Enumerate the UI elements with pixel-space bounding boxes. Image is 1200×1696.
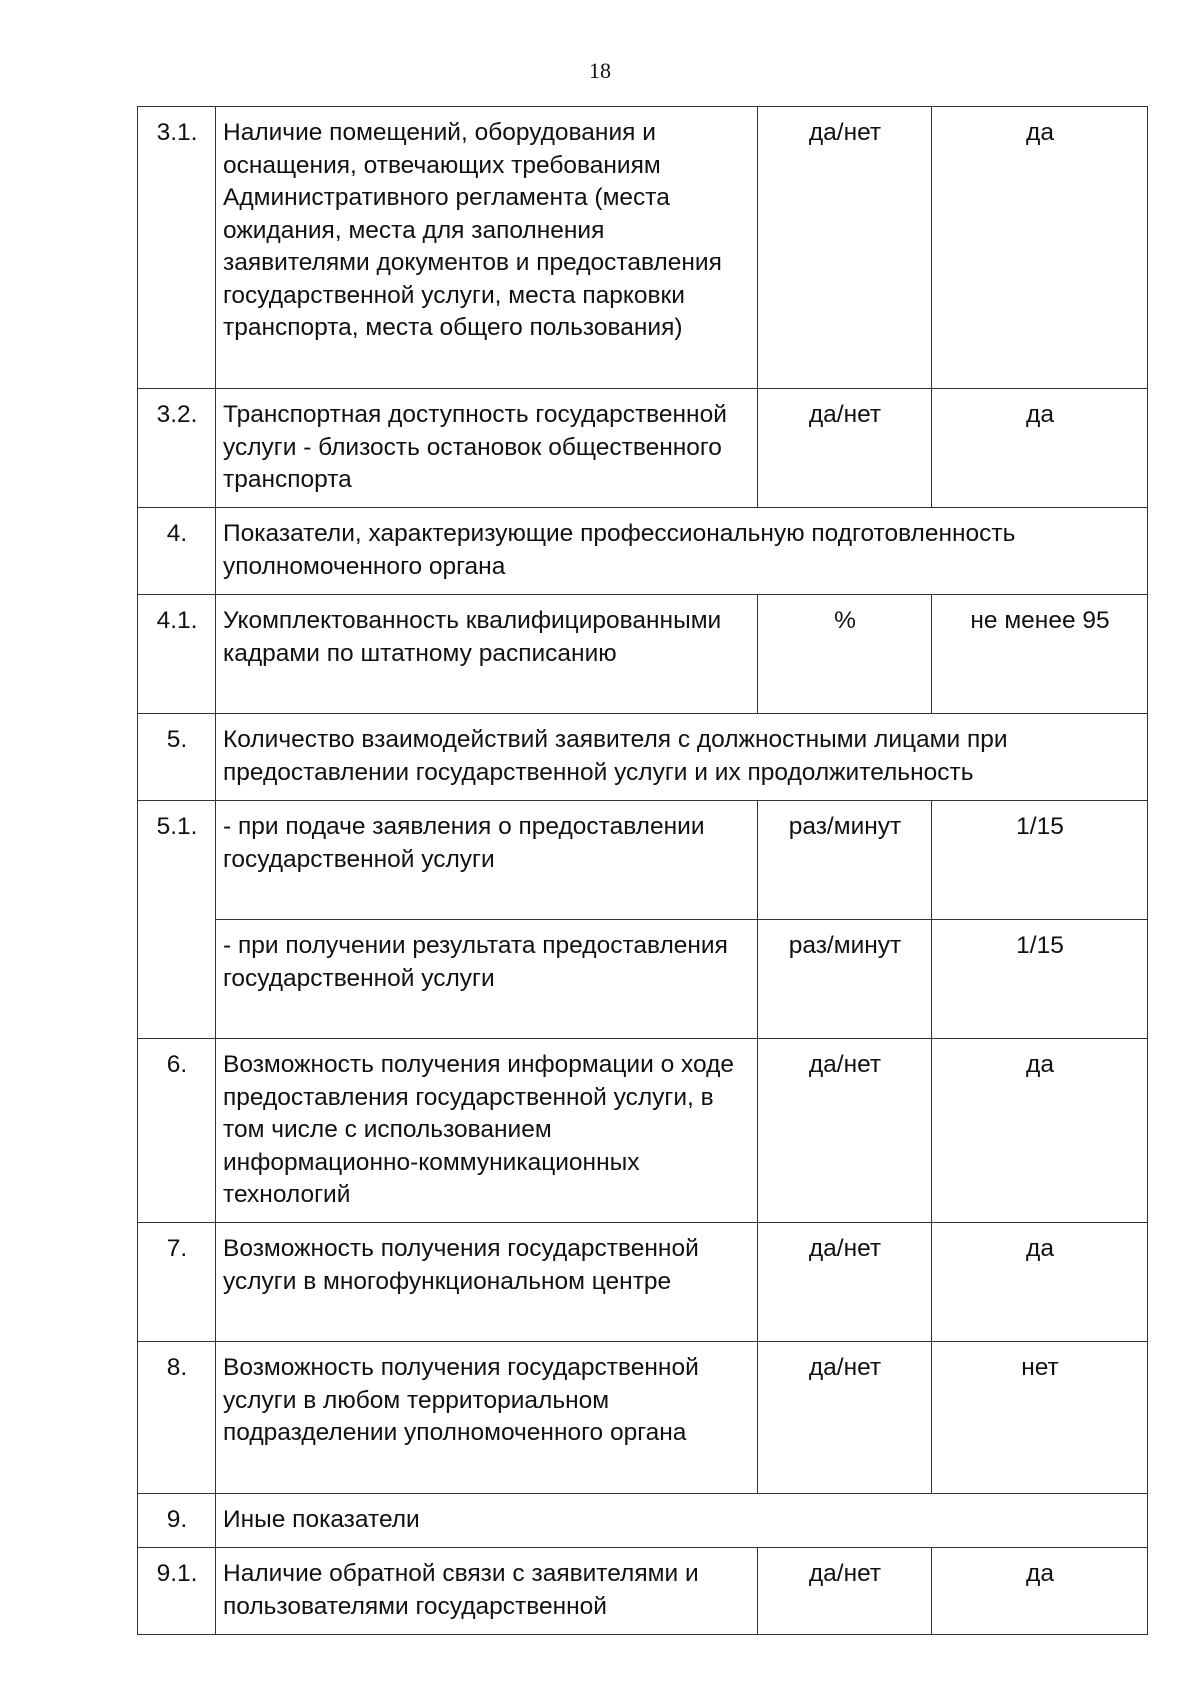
normative-value: 1/15 bbox=[932, 801, 1148, 920]
page-number: 18 bbox=[589, 58, 611, 83]
table-row bbox=[138, 107, 1148, 389]
unit-of-measure: раз/минут bbox=[758, 920, 932, 1039]
unit-of-measure: да/нет bbox=[758, 1223, 932, 1342]
indicator-name: Наличие помещений, оборудования и оснащения, отвечающих требованиям Административного регламента (места ожидания, места для заполнения заявителями документов и предоставления государственной услуги, места парковки транспорта, места общего пользования) bbox=[216, 107, 758, 389]
row-number: 5.1. bbox=[138, 801, 216, 1039]
normative-value: да bbox=[932, 1548, 1148, 1635]
row-number: 5. bbox=[138, 714, 216, 801]
unit-of-measure: раз/минут bbox=[758, 801, 932, 920]
row-number: 8. bbox=[138, 1342, 216, 1494]
normative-value: да bbox=[932, 107, 1148, 389]
row-number: 9. bbox=[138, 1494, 216, 1548]
section-heading: Показатели, характеризующие профессиональную подготовленность уполномоченного органа bbox=[216, 508, 1148, 595]
normative-value: да bbox=[932, 1223, 1148, 1342]
unit-of-measure: да/нет bbox=[758, 1548, 932, 1635]
unit-of-measure: % bbox=[758, 595, 932, 714]
table-row bbox=[138, 1223, 1148, 1342]
table-row bbox=[138, 1039, 1148, 1223]
normative-value: 1/15 bbox=[932, 920, 1148, 1039]
row-number: 4.1. bbox=[138, 595, 216, 714]
row-number: 3.2. bbox=[138, 389, 216, 508]
table-row bbox=[138, 389, 1148, 508]
normative-value: да bbox=[932, 389, 1148, 508]
table-row bbox=[138, 1342, 1148, 1494]
normative-value: не менее 95 bbox=[932, 595, 1148, 714]
normative-value: да bbox=[932, 1039, 1148, 1223]
indicator-name: Возможность получения государственной услуги в многофункциональном центре bbox=[216, 1223, 758, 1342]
indicator-name: Возможность получения информации о ходе предоставления государственной услуги, в том числе с использованием информационно-коммуникационных технологий bbox=[216, 1039, 758, 1223]
section-heading: Количество взаимодействий заявителя с должностными лицами при предоставлении государственной услуги и их продолжительность bbox=[216, 714, 1148, 801]
unit-of-measure: да/нет bbox=[758, 1039, 932, 1223]
indicator-name: Наличие обратной связи с заявителями и пользователями государственной bbox=[216, 1548, 758, 1635]
row-number: 9.1. bbox=[138, 1548, 216, 1635]
normative-value: нет bbox=[932, 1342, 1148, 1494]
table-row bbox=[138, 1494, 1148, 1548]
table-row bbox=[138, 920, 1148, 1039]
row-number: 6. bbox=[138, 1039, 216, 1223]
indicator-name: Укомплектованность квалифицированными кадрами по штатному расписанию bbox=[216, 595, 758, 714]
table-row bbox=[138, 801, 1148, 920]
table-row bbox=[138, 1548, 1148, 1635]
indicator-name: - при подаче заявления о предоставлении государственной услуги bbox=[216, 801, 758, 920]
section-heading: Иные показатели bbox=[216, 1494, 1148, 1548]
unit-of-measure: да/нет bbox=[758, 107, 932, 389]
indicator-name: Транспортная доступность государственной услуги - близость остановок общественного транспорта bbox=[216, 389, 758, 508]
row-number: 4. bbox=[138, 508, 216, 595]
table-row bbox=[138, 595, 1148, 714]
unit-of-measure: да/нет bbox=[758, 1342, 932, 1494]
table-row bbox=[138, 714, 1148, 801]
row-number: 7. bbox=[138, 1223, 216, 1342]
indicator-name: Возможность получения государственной услуги в любом территориальном подразделении уполномоченного органа bbox=[216, 1342, 758, 1494]
indicator-name: - при получении результата предоставления государственной услуги bbox=[216, 920, 758, 1039]
indicators-table bbox=[137, 106, 1148, 1635]
unit-of-measure: да/нет bbox=[758, 389, 932, 508]
table-row bbox=[138, 508, 1148, 595]
row-number: 3.1. bbox=[138, 107, 216, 389]
